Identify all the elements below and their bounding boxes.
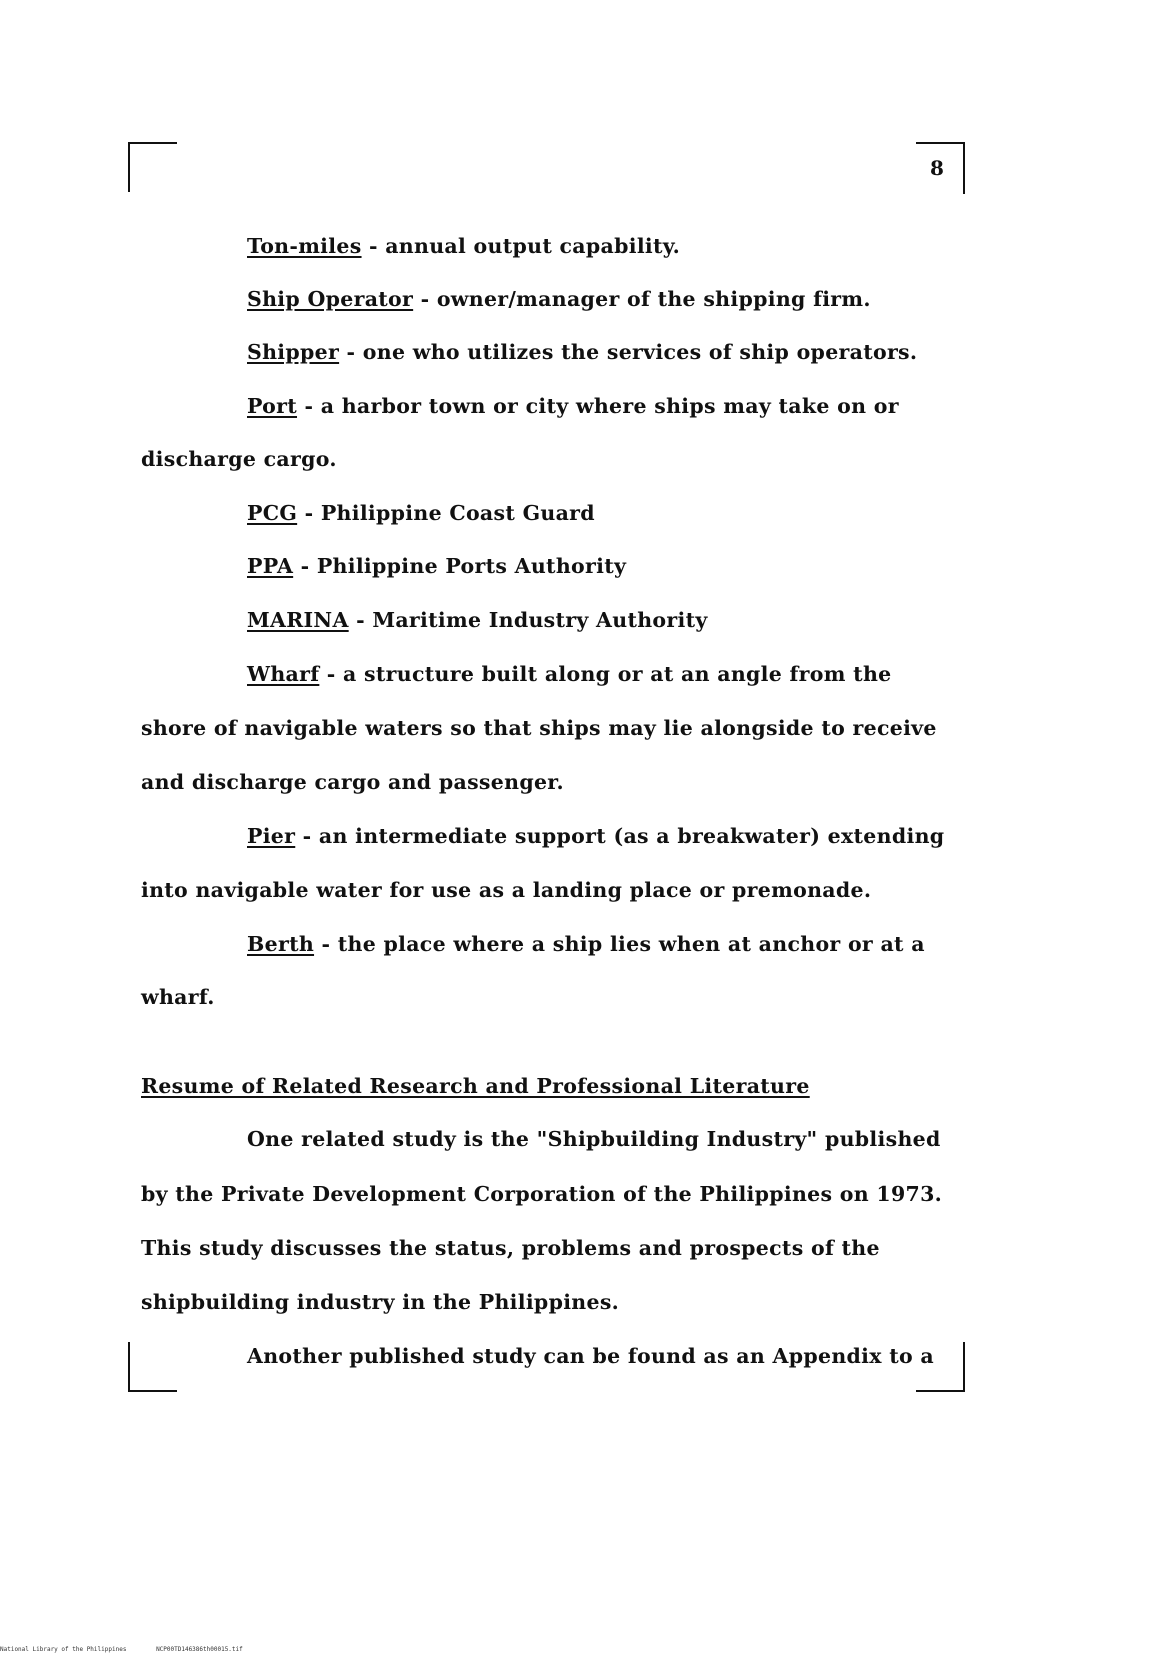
definition-shipper — [247, 338, 917, 366]
definition-marina — [247, 606, 708, 634]
definition-text: - an intermediate support (as a breakwater) extending — [295, 824, 945, 848]
term: Berth — [247, 932, 315, 956]
definition-text: - a harbor town or city where ships may take on or — [297, 394, 899, 418]
paragraph-line: This study discusses the status, problems and prospects of the — [141, 1236, 880, 1260]
definition-continuation: discharge cargo. — [141, 447, 337, 471]
paragraph-line: by the Private Development Corporation of the Philippines on 1973. — [141, 1182, 943, 1206]
definition-pcg — [247, 499, 595, 527]
term: Port — [247, 394, 298, 418]
crop-mark-top-left — [128, 142, 177, 192]
term: Ton-miles — [247, 234, 362, 258]
footer-file-id: NCP00TD146386th00015.tif — [156, 1646, 243, 1653]
definition-ton-miles — [247, 232, 680, 260]
paragraph-line: Another published study can be found as an Appendix to a — [247, 1344, 934, 1368]
paragraph-line: One related study is the "Shipbuilding Industry" published — [247, 1127, 941, 1151]
definition-wharf — [247, 660, 892, 688]
definition-continuation: and discharge cargo and passenger. — [141, 770, 564, 794]
term: Pier — [247, 824, 296, 848]
term: PPA — [247, 554, 294, 578]
scan-footer — [0, 1646, 269, 1653]
crop-mark-bottom-left — [128, 1342, 177, 1392]
section-heading: Resume of Related Research and Professional Literature — [141, 1074, 810, 1098]
definition-text: - owner/manager of the shipping firm. — [413, 287, 871, 311]
term: Wharf — [247, 662, 320, 686]
definition-text: - one who utilizes the services of ship operators. — [339, 340, 918, 364]
definition-continuation: wharf. — [141, 985, 215, 1009]
definition-ship-operator — [247, 285, 871, 313]
page-number: 8 — [930, 156, 944, 180]
term: MARINA — [247, 608, 349, 632]
definition-text: - Philippine Ports Authority — [293, 554, 627, 578]
definition-pier — [247, 822, 944, 850]
definition-berth — [247, 930, 925, 958]
definition-port — [247, 392, 899, 420]
definition-text: - Philippine Coast Guard — [297, 501, 595, 525]
definition-text: - Maritime Industry Authority — [348, 608, 708, 632]
paragraph-line: shipbuilding industry in the Philippines. — [141, 1290, 620, 1314]
footer-library: National Library of the Philippines — [0, 1646, 127, 1653]
definition-ppa — [247, 552, 626, 580]
definition-continuation: shore of navigable waters so that ships may lie alongside to receive — [141, 716, 937, 740]
definition-text: - a structure built along or at an angle from the — [319, 662, 892, 686]
definition-text: - the place where a ship lies when at anchor or at a — [314, 932, 925, 956]
definition-continuation: into navigable water for use as a landing place or premonade. — [141, 878, 872, 902]
term: PCG — [247, 501, 298, 525]
term: Shipper — [247, 340, 340, 364]
definition-text: - annual output capability. — [361, 234, 681, 258]
term: Ship Operator — [247, 287, 414, 311]
